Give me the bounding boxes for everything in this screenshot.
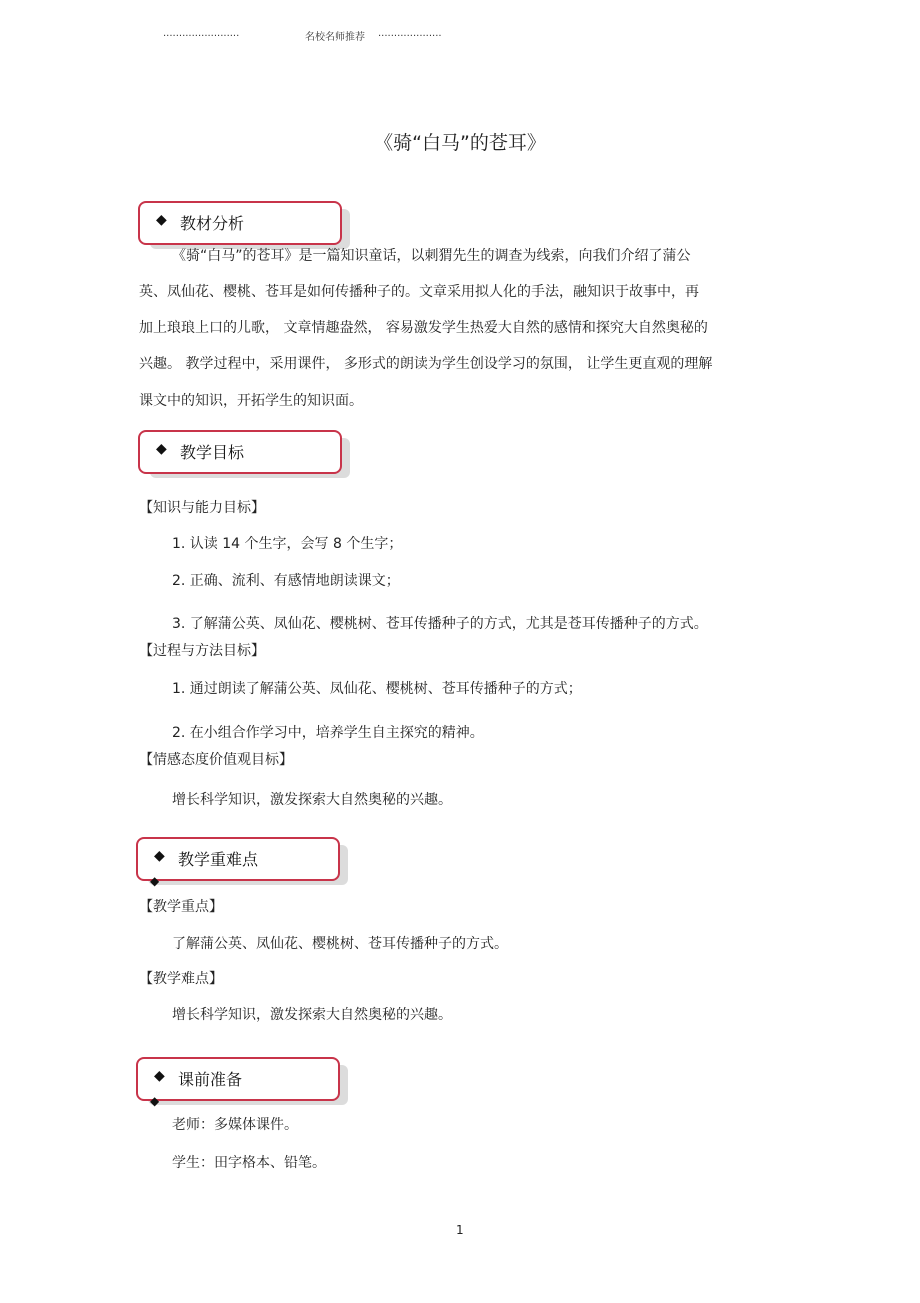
page-number: 1 — [456, 1223, 464, 1237]
process-goal-item: 2. 在小组合作学习中，培养学生自主探究的精神。 — [172, 725, 484, 741]
emotion-goals-label: 【情感态度价值观目标】 — [139, 752, 293, 768]
analysis-paragraph-line: 兴趣。 教学过程中，采用课件， 多形式的朗读为学生创设学习的氛围， 让学生更直观的理解 — [139, 356, 713, 372]
knowledge-goal-item: 2. 正确、流利、有感情地朗读课文； — [172, 573, 400, 589]
student-preparation: 学生：田字格本、铅笔。 — [172, 1155, 326, 1171]
knowledge-goal-item: 1. 认读 14 个生字，会写 8 个生字； — [172, 536, 403, 552]
difficulty-label: 【教学难点】 — [139, 971, 223, 987]
section-heading-key-points — [136, 837, 340, 881]
diamond-bullet-icon: ◆ — [150, 874, 160, 888]
section-heading-label: 教材分析 — [180, 214, 245, 233]
difficulty-text: 增长科学知识，激发探索大自然奥秘的兴趣。 — [172, 1007, 452, 1023]
focus-text: 了解蒲公英、凤仙花、樱桃树、苍耳传播种子的方式。 — [172, 936, 508, 952]
analysis-paragraph-line: 课文中的知识，开拓学生的知识面。 — [139, 393, 363, 409]
section-heading-label: 教学重难点 — [178, 850, 259, 869]
section-heading-label: 教学目标 — [180, 443, 245, 462]
diamond-bullet-icon: ◆ — [150, 1094, 160, 1108]
diamond-bullet-icon: ◆ — [154, 848, 165, 864]
focus-label: 【教学重点】 — [139, 899, 223, 915]
teacher-preparation: 老师：多媒体课件。 — [172, 1117, 298, 1133]
section-heading-goals — [138, 430, 342, 474]
process-goals-label: 【过程与方法目标】 — [139, 643, 265, 659]
section-heading-analysis — [138, 201, 342, 245]
header-dots-left: ........................ — [163, 28, 240, 39]
analysis-paragraph-line: 英、凤仙花、樱桃、苍耳是如何传播种子的。文章采用拟人化的手法，融知识于故事中，再 — [139, 284, 699, 300]
header-school-label: 名校名师推荐 — [305, 32, 365, 43]
section-heading-preparation — [136, 1057, 340, 1101]
diamond-bullet-icon: ◆ — [156, 212, 167, 228]
header-dots-right: .................... — [378, 28, 442, 39]
analysis-paragraph-line: 《骑“白马”的苍耳》是一篇知识童话，以刺猬先生的调查为线索，向我们介绍了蒲公 — [172, 248, 691, 264]
diamond-bullet-icon: ◆ — [154, 1068, 165, 1084]
section-heading-label: 课前准备 — [178, 1070, 243, 1089]
emotion-goal-text: 增长科学知识，激发探索大自然奥秘的兴趣。 — [172, 792, 452, 808]
process-goal-item: 1. 通过朗读了解蒲公英、凤仙花、樱桃树、苍耳传播种子的方式； — [172, 681, 582, 697]
document-title: 《骑“白马”的苍耳》 — [374, 132, 546, 154]
knowledge-goals-label: 【知识与能力目标】 — [139, 500, 265, 516]
analysis-paragraph-line: 加上琅琅上口的儿歌， 文章情趣盎然， 容易激发学生热爱大自然的感情和探究大自然奥秘的 — [139, 320, 708, 336]
diamond-bullet-icon: ◆ — [156, 441, 167, 457]
knowledge-goal-item: 3. 了解蒲公英、凤仙花、樱桃树、苍耳传播种子的方式，尤其是苍耳传播种子的方式。 — [172, 616, 708, 632]
